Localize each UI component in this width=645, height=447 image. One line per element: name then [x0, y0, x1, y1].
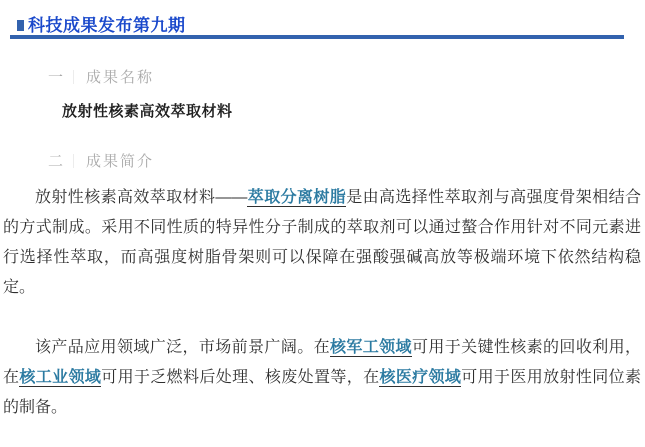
- paragraph-text: 该产品应用领域广泛，市场前景广阔。在: [35, 339, 330, 356]
- section-divider: [73, 70, 74, 84]
- paragraph-text: 可用于关键性核素的回收利用，在: [3, 339, 641, 386]
- section-header-result-name: [48, 66, 154, 87]
- section-header-result-intro: [48, 150, 154, 171]
- keyword-link[interactable]: 萃取分离树脂: [247, 189, 347, 206]
- paragraph-intro: [3, 183, 641, 303]
- section-label: 成果简介: [86, 153, 155, 170]
- paragraph-text: 放射性核素高效萃取材料——: [35, 189, 248, 206]
- paragraph-text: 可用于医用放射性同位素的制备。: [3, 369, 641, 416]
- section-divider: [73, 154, 74, 168]
- section-number: 二: [48, 153, 64, 170]
- keyword-link[interactable]: 核医疗领域: [379, 369, 462, 386]
- keyword-link[interactable]: 核工业领域: [19, 369, 102, 386]
- paragraph-text: 可用于乏燃料后处理、核废处置等，在: [101, 369, 380, 386]
- result-name: 放射性核素高效萃取材料: [62, 103, 233, 120]
- paragraph-text: 是由高选择性萃取剂与高强度骨架相结合的方式制成。采用不同性质的特异性分子制成的萃取剂可以通过螯合作用针对不同元素进行选择性萃取，而高强度树脂骨架则可以保障在强酸强碱高放等极端环境下依然结构稳定。: [3, 189, 641, 296]
- square-bullet-icon: [17, 20, 24, 31]
- page-title: 科技成果发布第九期: [28, 16, 186, 35]
- header-divider-bar: [10, 35, 624, 39]
- section-number: 一: [48, 69, 64, 86]
- section-label: 成果名称: [86, 69, 155, 86]
- keyword-link[interactable]: 核军工领域: [329, 339, 412, 356]
- paragraph-applications: [3, 333, 641, 423]
- article-header: [17, 11, 186, 36]
